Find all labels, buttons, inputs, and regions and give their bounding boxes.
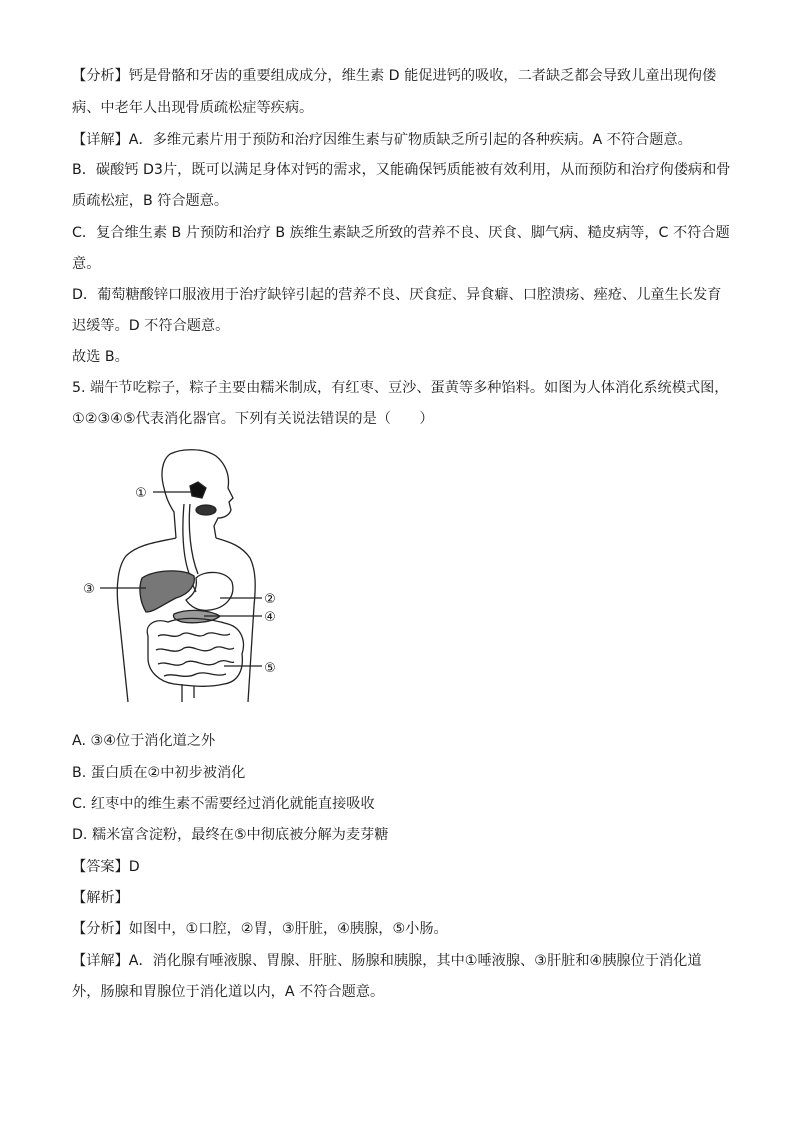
label-5-small-intestine: ⑤ [264,661,276,676]
label-2-stomach: ② [264,592,276,607]
detail-line: 外，肠腺和胃腺位于消化道以内，A 不符合题意。 [72,984,385,1000]
text-line: 病、中老年人出现骨质疏松症等疾病。 [72,100,314,116]
text-line: 迟缓等。D 不符合题意。 [72,318,230,334]
question-line: ①②③④⑤代表消化器官。下列有关说法错误的是（ ） [72,411,434,427]
option-b: B. 蛋白质在②中初步被消化 [72,765,246,781]
digestive-system-figure [78,446,300,714]
question-line: 5. 端午节吃粽子，粽子主要由糯米制成，有红枣、豆沙、蛋黄等多种馅料。如图为人体消化系统模式图， [72,380,729,396]
label-3-liver: ③ [83,582,95,597]
option-a: A. ③④位于消化道之外 [72,733,216,749]
text-line: 意。 [72,256,101,272]
text-line: 【分析】钙是骨骼和牙齿的重要组成成分，维生素 D 能促进钙的吸收，二者缺乏都会导致儿童出现佝偻 [72,68,717,84]
text-line: 故选 B。 [72,349,129,365]
detail-line: 【详解】A．消化腺有唾液腺、胃腺、肝脏、肠腺和胰腺，其中①唾液腺、③肝脏和④胰腺位于消化道 [72,953,702,969]
answer-line: 【答案】D [72,859,140,875]
label-1-mouth: ① [135,486,147,501]
text-line: B．碳酸钙 D3片，既可以满足身体对钙的需求，又能确保钙质能被有效利用，从而预防和治疗佝偻病和骨 [72,162,731,178]
text-line: 质疏松症，B 符合题意。 [72,193,229,209]
text-line: C．复合维生素 B 片预防和治疗 B 族维生素缺乏所致的营养不良、厌食、脚气病、糙皮病等，C 不符合题 [72,225,730,241]
analysis-line: 【分析】如图中，①口腔，②胃，③肝脏，④胰腺，⑤小肠。 [72,921,448,937]
text-line: D．葡萄糖酸锌口服液用于治疗缺锌引起的营养不良、厌食症、异食癖、口腔溃疡、痤疮、儿童生长发育 [72,287,722,303]
option-c: C. 红枣中的维生素不需要经过消化就能直接吸收 [72,796,375,812]
text-line: 【详解】A．多维元素片用于预防和治疗因维生素与矿物质缺乏所引起的各种疾病。A 不符合题意。 [72,132,692,148]
option-d: D. 糯米富含淀粉，最终在⑤中彻底被分解为麦芽糖 [72,827,389,843]
label-4-pancreas: ④ [264,610,276,625]
jiexi-heading: 【解析】 [72,890,129,906]
